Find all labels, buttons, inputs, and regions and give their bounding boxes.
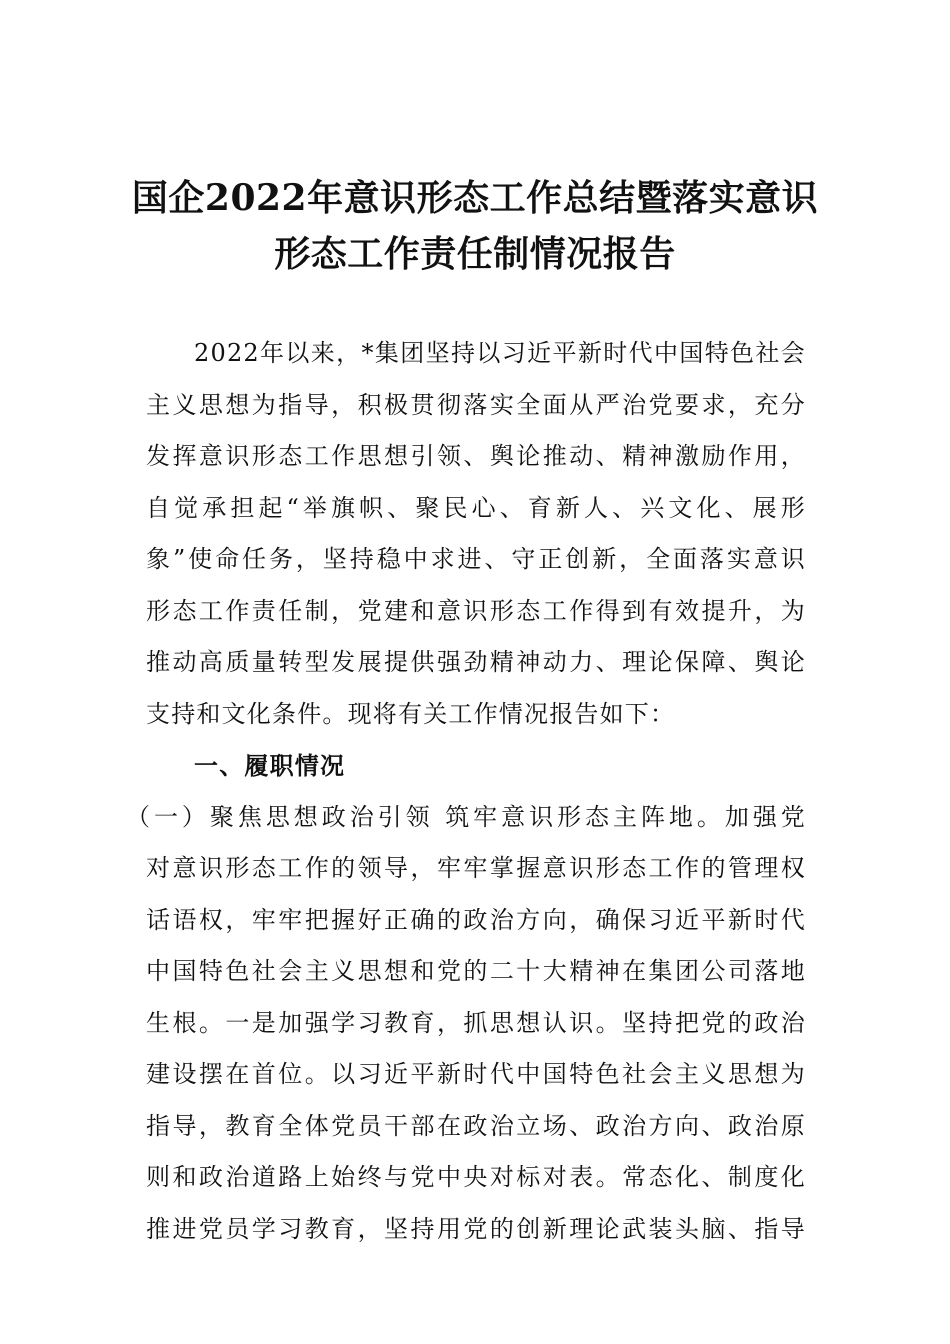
text-line: 指导，教育全体党员干部在政治立场、政治方向、政治原 — [146, 1111, 806, 1140]
text-line: 生根。一是加强学习教育，抓思想认识。坚持把党的政治 — [146, 1008, 806, 1037]
text-line: 话语权，牢牢把握好正确的政治方向，确保习近平新时代 — [146, 905, 806, 934]
text-line: 2022年以来，*集团坚持以习近平新时代中国特色社会 — [194, 339, 806, 367]
text-line: 中国特色社会主义思想和党的二十大精神在集团公司落地 — [146, 957, 806, 985]
document-title — [120, 170, 830, 282]
text-line: （一）聚焦思想政治引领 筑牢意识形态主阵地。加强党 — [126, 802, 806, 831]
paragraph-intro — [146, 328, 806, 740]
text-line: 象”使命任务，坚持稳中求进、守正创新，全面落实意识 — [146, 545, 806, 573]
text-line: 主义思想为指导，积极贯彻落实全面从严治党要求，充分 — [146, 390, 806, 419]
text-line: 推动高质量转型发展提供强劲精神动力、理论保障、舆论 — [146, 648, 806, 676]
text-line: 对意识形态工作的领导，牢牢掌握意识形态工作的管理权 — [146, 854, 806, 882]
paragraph-section-1 — [126, 792, 806, 1256]
text-line: 形态工作责任制，党建和意识形态工作得到有效提升，为 — [146, 596, 806, 625]
title-line-2: 形态工作责任制情况报告 — [274, 233, 676, 275]
text-line: 自觉承担起“举旗帜、聚民心、育新人、兴文化、展形 — [146, 493, 806, 522]
text-line: 发挥意识形态工作思想引领、舆论推动、精神激励作用， — [146, 442, 806, 470]
text-line: 建设摆在首位。以习近平新时代中国特色社会主义思想为 — [146, 1060, 806, 1088]
text-line: 支持和文化条件。现将有关工作情况报告如下： — [146, 699, 676, 728]
title-line-1: 国企2022年意识形态工作总结暨落实意识 — [131, 177, 819, 219]
section-heading: 一、履职情况 — [194, 751, 346, 780]
text-line: 推进党员学习教育，坚持用党的创新理论武装头脑、指导 — [146, 1214, 806, 1243]
document-body — [126, 328, 806, 1255]
text-line: 则和政治道路上始终与党中央对标对表。常态化、制度化 — [146, 1163, 806, 1191]
